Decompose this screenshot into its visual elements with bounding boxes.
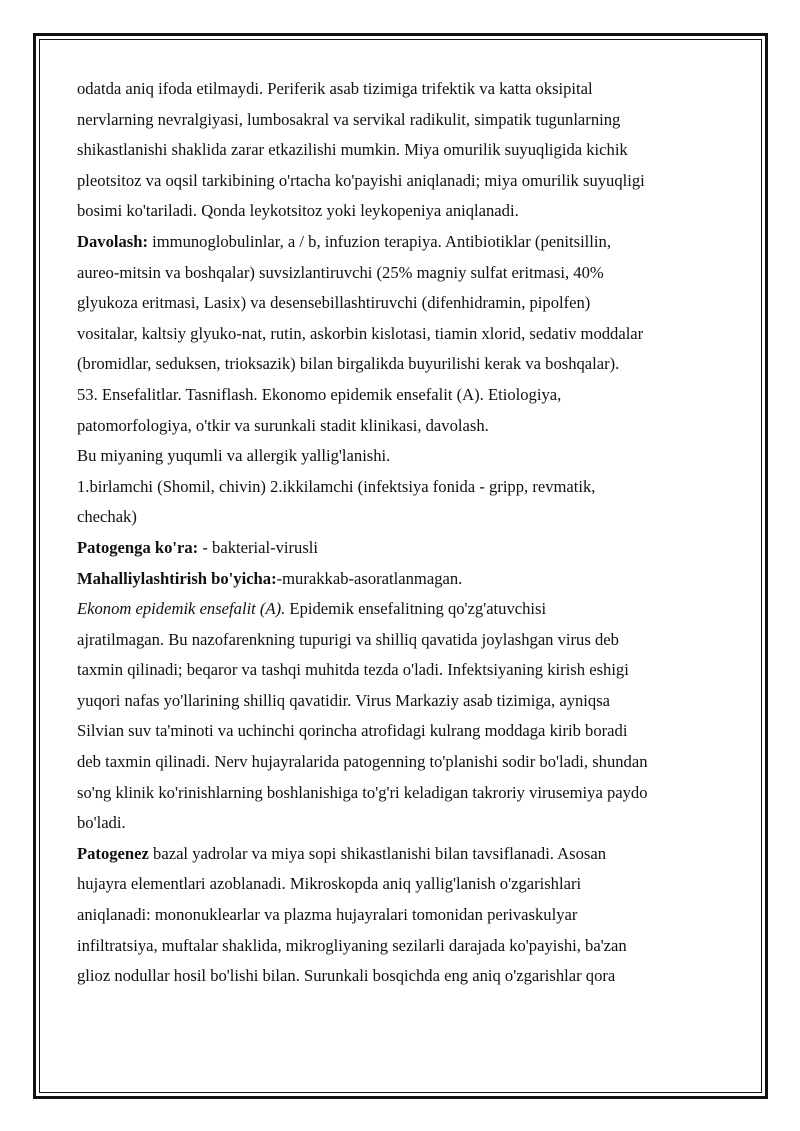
paragraph-pathogenesis <box>77 839 737 992</box>
text-line: patomorfologiya, o'tkir va surunkali stadit klinikasi, davolash. <box>77 415 489 435</box>
text-line: glioz nodullar hosil bo'lishi bilan. Surunkali bosqichda eng aniq o'zgarishlar qora <box>77 966 616 986</box>
text-line: deb taxmin qilinadi. Nerv hujayralarida patogenning to'planishi sodir bo'ladi, shundan <box>77 752 648 772</box>
text-line: infiltratsiya, muftalar shaklida, mikrogliyaning sezilarli darajada ko'payishi, ba'zan <box>77 935 627 955</box>
text-span: Epidemik ensefalitning qo'zg'atuvchisi <box>285 599 547 619</box>
encephalitis-term: Ekonom epidemik ensefalit (A). <box>77 599 286 619</box>
section-heading-53 <box>77 380 737 441</box>
text-span: bazal yadrolar va miya sopi shikastlanishi bilan tavsiflanadi. Asosan <box>148 843 607 863</box>
pathogenesis-label: Patogenez <box>77 843 149 863</box>
text-line <box>77 839 737 870</box>
document-body <box>77 74 737 992</box>
text-line: bosimi ko'tariladi. Qonda leykotsitoz yoki leykopeniya aniqlanadi. <box>77 201 519 221</box>
treatment-label: Davolash: <box>77 231 148 251</box>
text-line <box>77 594 737 625</box>
paragraph-treatment <box>77 227 737 380</box>
text-line: 1.birlamchi (Shomil, chivin) 2.ikkilamchi (infektsiya fonida - gripp, revmatik, <box>77 476 596 496</box>
paragraph-epidemic-encephalitis <box>77 594 737 839</box>
text-line: glyukoza eritmasi, Lasix) va desensebillashtiruvchi (difenhidramin, pipolfen) <box>77 293 591 313</box>
text-span: - bakterial-virusli <box>198 537 319 557</box>
text-line: bo'ladi. <box>77 813 126 833</box>
text-line <box>77 227 737 258</box>
text-line: nervlarning nevralgiyasi, lumbosakral va servikal radikulit, simpatik tugunlarning <box>77 109 621 129</box>
text-line: vositalar, kaltsiy glyuko-nat, rutin, askorbin kislotasi, tiamin xlorid, sedativ moddalar <box>77 323 644 343</box>
text-line: Bu miyaning yuqumli va allergik yallig'lanishi. <box>77 446 391 466</box>
text-line: aniqlanadi: mononuklearlar va plazma hujayralari tomonidan perivaskulyar <box>77 905 578 925</box>
text-line: (bromidlar, seduksen, trioksazik) bilan birgalikda buyurilishi kerak va boshqalar). <box>77 354 620 374</box>
pathogen-label: Patogenga ko'ra: <box>77 537 199 557</box>
text-line: Silvian suv ta'minoti va uchinchi qorincha atrofidagi kulrang moddaga kirib boradi <box>77 721 628 741</box>
text-line: 53. Ensefalitlar. Tasniflash. Ekonomo epidemik ensefalit (A). Etiologiya, <box>77 384 562 404</box>
text-line <box>77 564 737 595</box>
localization-label: Mahalliylashtirish bo'yicha: <box>77 568 277 588</box>
text-line <box>77 533 737 564</box>
text-span: -murakkab-asoratlanmagan. <box>276 568 463 588</box>
text-line: yuqori nafas yo'llarining shilliq qavatidir. Virus Markaziy asab tizimiga, ayniqsa <box>77 690 611 710</box>
text-line: hujayra elementlari azoblanadi. Mikroskopda aniq yallig'lanish o'zgarishlari <box>77 874 582 894</box>
text-line: shikastlanishi shaklida zarar etkazilishi mumkin. Miya omurilik suyuqligida kichik <box>77 140 628 160</box>
text-line: odatda aniq ifoda etilmaydi. Periferik asab tizimiga trifektik va katta oksipital <box>77 79 593 98</box>
paragraph-classification <box>77 472 737 533</box>
text-line: so'ng klinik ko'rinishlarning boshlanishiga to'g'ri keladigan takroriy virusemiya paydo <box>77 782 648 802</box>
text-line: ajratilmagan. Bu nazofarenkning tupurigi va shilliq qavatida joylashgan virus deb <box>77 629 619 649</box>
text-line: aureo-mitsin va boshqalar) suvsizlantiruvchi (25% magniy sulfat eritmasi, 40% <box>77 262 604 282</box>
text-line: pleotsitoz va oqsil tarkibining o'rtacha ko'payishi aniqlanadi; miya omurilik suyuqligi <box>77 170 645 190</box>
text-span: immunoglobulinlar, a / b, infuzion terapiya. Antibiotiklar (penitsillin, <box>148 231 611 251</box>
text-line: chechak) <box>77 507 137 527</box>
text-line: taxmin qilinadi; beqaror va tashqi muhitda tezda o'ladi. Infektsiyaning kirish eshigi <box>77 660 629 680</box>
paragraph-intro <box>77 74 737 227</box>
